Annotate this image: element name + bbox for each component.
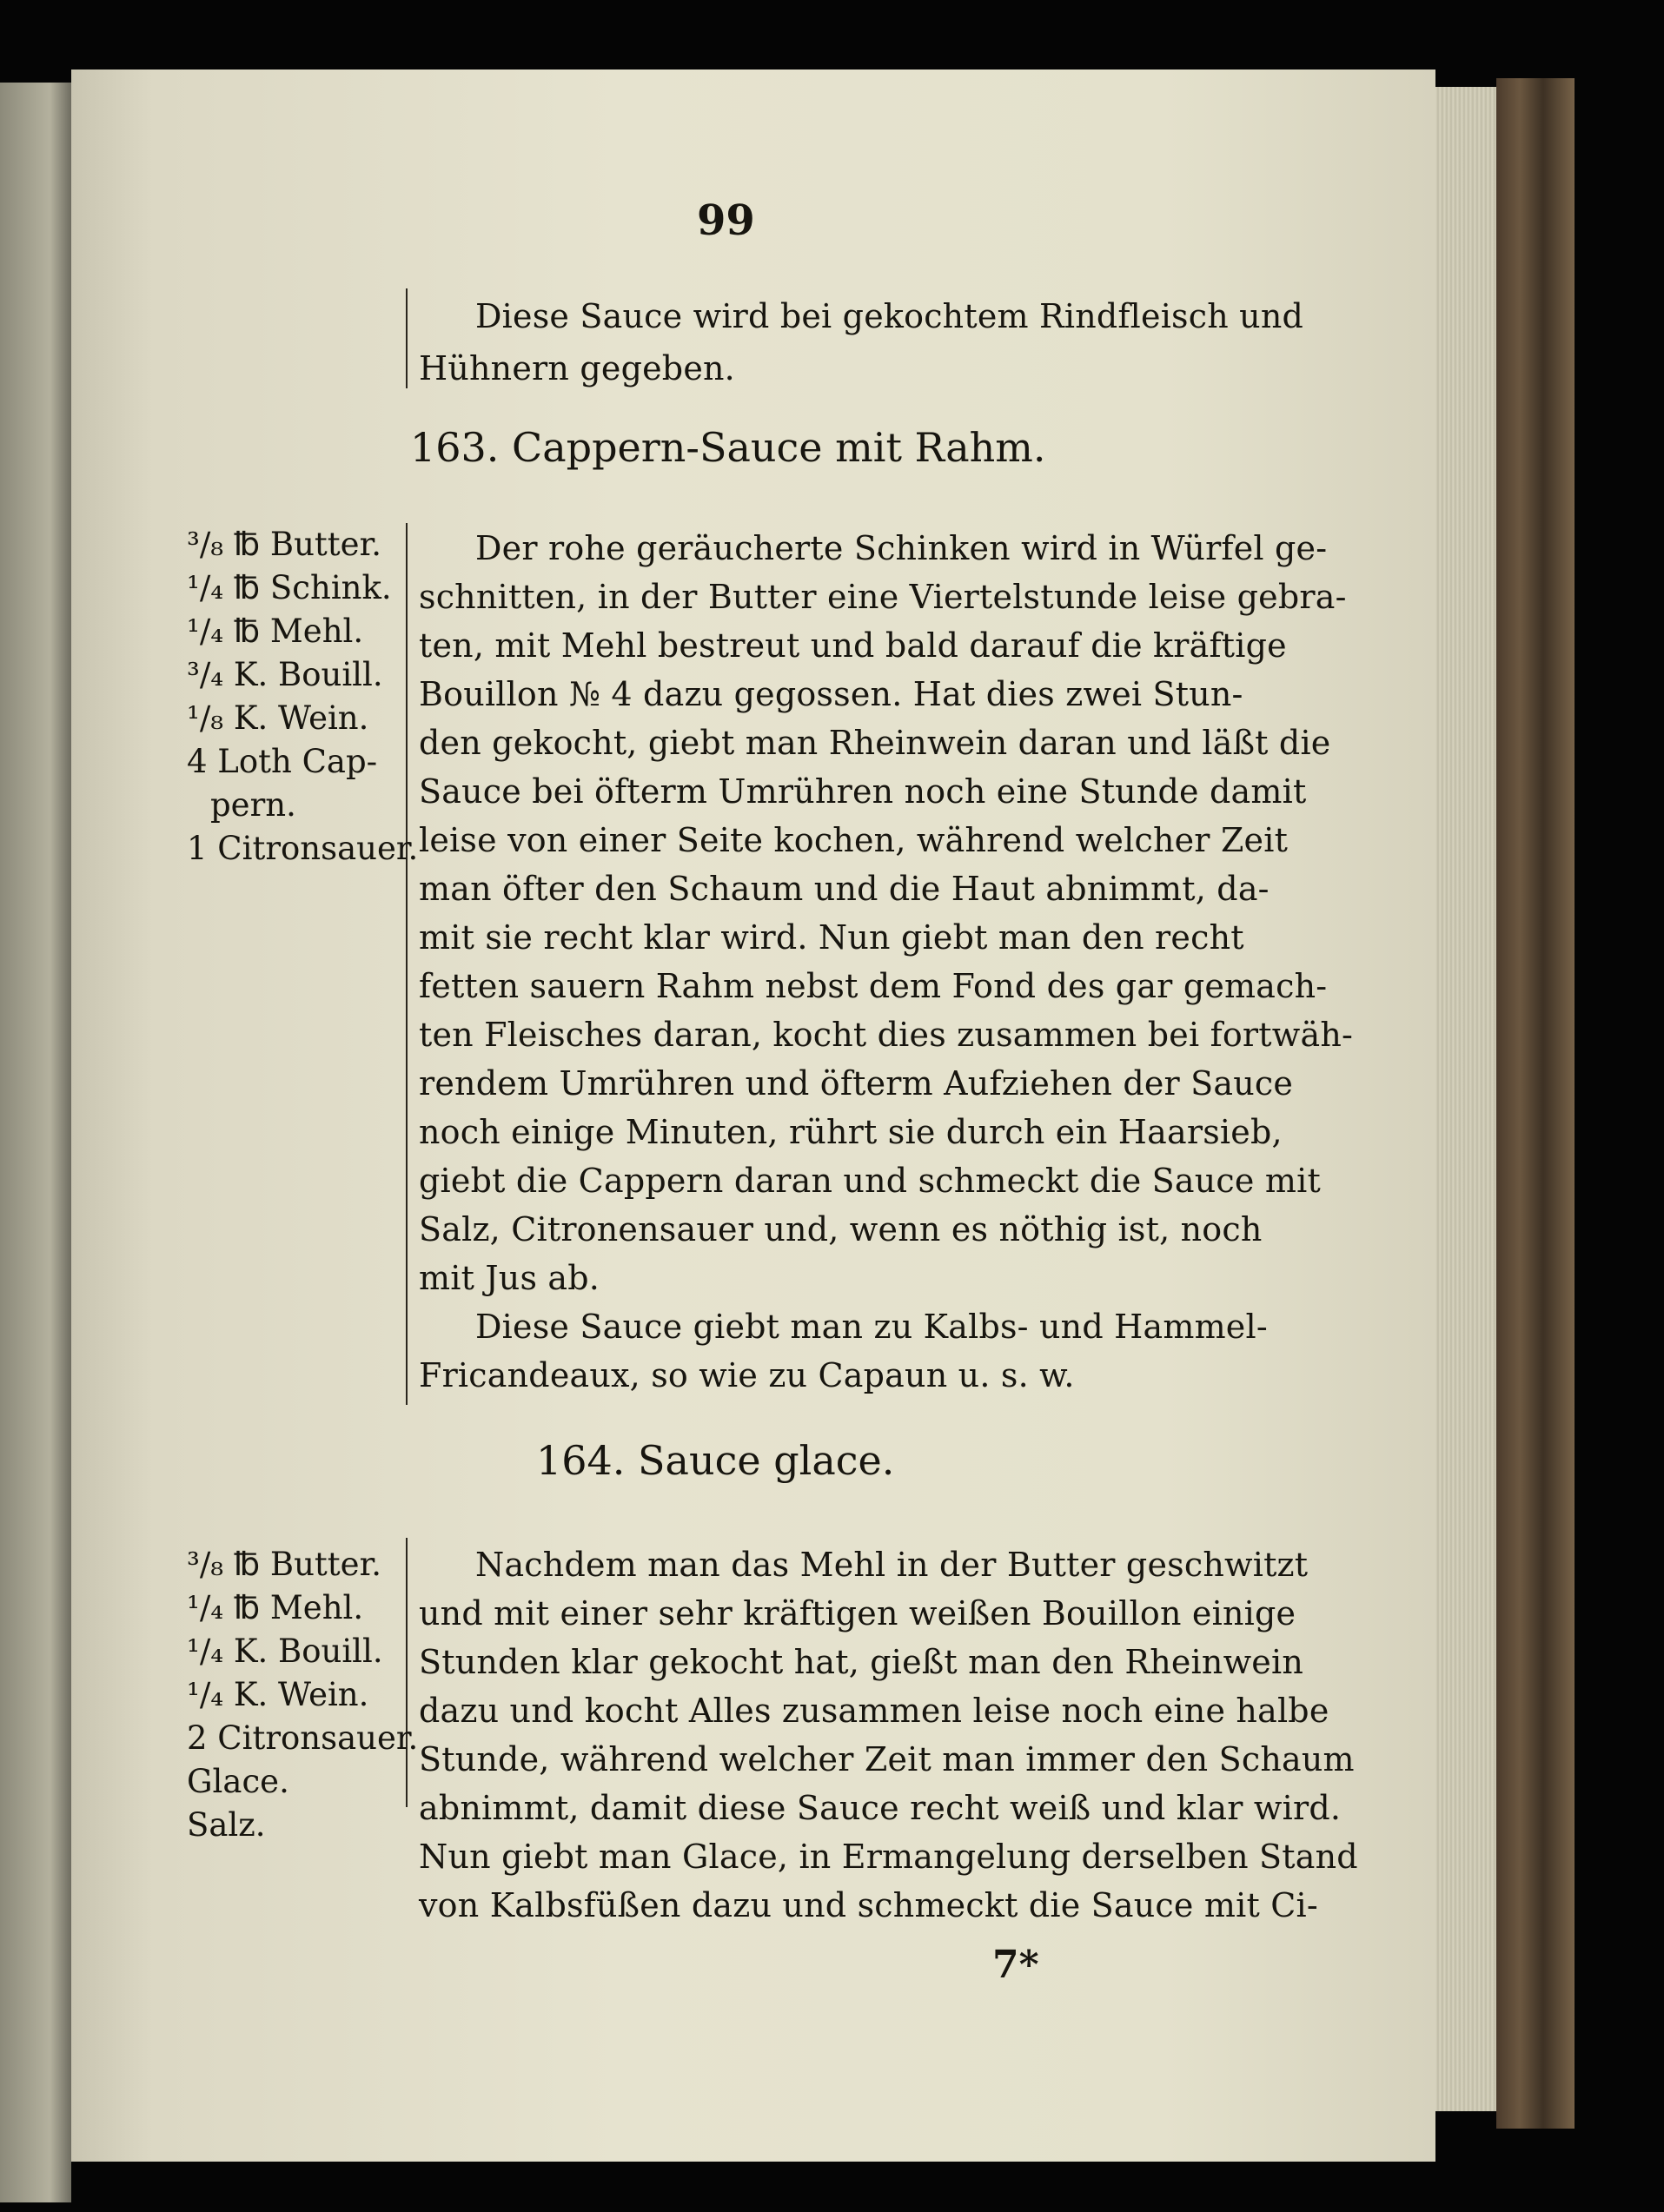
body-line: den gekocht, giebt man Rheinwein daran und läßt die (419, 724, 1331, 762)
intro-line: Hühnern gegeben. (419, 349, 735, 387)
body-line: ten, mit Mehl bestreut und bald darauf die kräftige (419, 626, 1287, 665)
ingredient: ¹/₄ ℔ Mehl. (187, 613, 364, 650)
signature-mark: 7* (992, 1943, 1039, 1987)
ingredient: ³/₈ ℔ Butter. (187, 526, 381, 563)
page-block-edge (1435, 87, 1496, 2111)
recipe-heading: 163. Cappern-Sauce mit Rahm. (410, 424, 1046, 471)
body-line: Nun giebt man Glace, in Ermangelung derselben Stand (419, 1838, 1358, 1876)
ingredient: ¹/₄ K. Bouill. (187, 1633, 383, 1670)
ingredient: pern. (210, 786, 296, 824)
body-line: Der rohe geräucherte Schinken wird in Würfel ge- (475, 529, 1328, 567)
body-line: abnimmt, damit diese Sauce recht weiß und klar wird. (419, 1789, 1342, 1827)
body-line: giebt die Cappern daran und schmeckt die Sauce mit (419, 1162, 1321, 1200)
page-number: 99 (697, 196, 755, 245)
column-rule-recipe-164 (406, 1538, 408, 1807)
ingredient: 2 Citronsauer. (187, 1719, 419, 1757)
ingredient: Salz. (187, 1806, 266, 1844)
book-page (71, 70, 1435, 2162)
body-line: ten Fleisches daran, kocht dies zusammen bei fortwäh- (419, 1016, 1354, 1054)
body-line: dazu und kocht Alles zusammen leise noch eine halbe (419, 1692, 1329, 1730)
intro-line: Diese Sauce wird bei gekochtem Rindfleisch und (475, 297, 1304, 335)
column-rule-recipe-163 (406, 523, 408, 1405)
ingredient: ¹/₄ K. Wein. (187, 1676, 369, 1713)
body-line: noch einige Minuten, rührt sie durch ein Haarsieb, (419, 1113, 1283, 1151)
body-line: leise von einer Seite kochen, während welcher Zeit (419, 821, 1289, 859)
column-rule-intro (406, 288, 408, 388)
ingredient: 4 Loth Cap- (187, 743, 378, 780)
facing-page-edge (0, 83, 71, 2202)
body-line: mit Jus ab. (419, 1259, 600, 1297)
body-line: mit sie recht klar wird. Nun giebt man den recht (419, 918, 1244, 957)
ingredient: ¹/₄ ℔ Mehl. (187, 1589, 364, 1626)
body-line: rendem Umrühren und öfterm Aufziehen der Sauce (419, 1064, 1294, 1103)
body-line: Bouillon № 4 dazu gegossen. Hat dies zwei Stun- (419, 675, 1243, 713)
body-line: Nachdem man das Mehl in der Butter geschwitzt (475, 1546, 1309, 1584)
recipe-heading: 164. Sauce glace. (536, 1437, 895, 1484)
body-line: Diese Sauce giebt man zu Kalbs- und Hammel- (475, 1308, 1268, 1346)
ingredient: ¹/₄ ℔ Schink. (187, 569, 392, 606)
body-line: Stunde, während welcher Zeit man immer den Schaum (419, 1740, 1355, 1778)
body-line: schnitten, in der Butter eine Viertelstunde leise gebra- (419, 578, 1347, 616)
ingredient: Glace. (187, 1763, 289, 1800)
body-line: man öfter den Schaum und die Haut abnimmt, da- (419, 870, 1270, 908)
ingredient: 1 Citronsauer. (187, 830, 419, 867)
body-line: Sauce bei öfterm Umrühren noch eine Stunde damit (419, 772, 1307, 811)
book-cover (1496, 78, 1575, 2129)
ingredient: ³/₄ K. Bouill. (187, 656, 383, 693)
ingredient: ³/₈ ℔ Butter. (187, 1546, 381, 1583)
body-line: Stunden klar gekocht hat, gießt man den Rheinwein (419, 1643, 1304, 1681)
ingredient: ¹/₈ K. Wein. (187, 699, 369, 737)
body-line: von Kalbsfüßen dazu und schmeckt die Sauce mit Ci- (419, 1886, 1318, 1924)
body-line: und mit einer sehr kräftigen weißen Bouillon einige (419, 1594, 1296, 1633)
body-line: Salz, Citronensauer und, wenn es nöthig ist, noch (419, 1210, 1263, 1248)
body-line: fetten sauern Rahm nebst dem Fond des gar gemach- (419, 967, 1328, 1005)
body-line: Fricandeaux, so wie zu Capaun u. s. w. (419, 1356, 1075, 1394)
